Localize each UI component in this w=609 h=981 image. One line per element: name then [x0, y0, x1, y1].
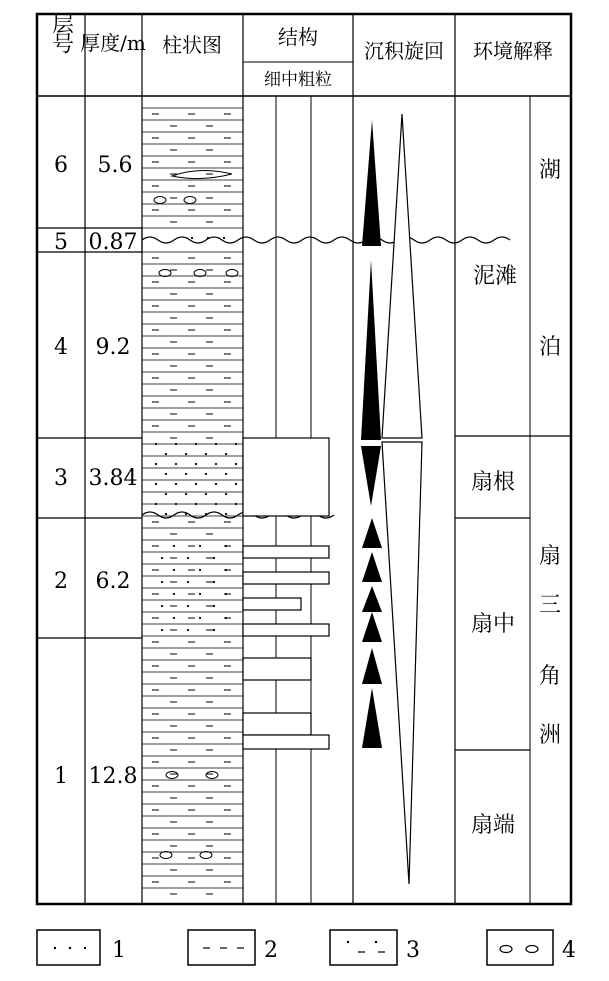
- env-mudflat: 泥滩: [472, 264, 518, 289]
- header-layer: 层号: [48, 12, 74, 52]
- texture-bar: [243, 658, 311, 680]
- layer-thickness-5: 0.87: [88, 230, 138, 255]
- header-column: 柱状图: [162, 33, 222, 57]
- layer-thickness-1: 12.8: [88, 764, 138, 789]
- layer-no-3: 3: [54, 466, 68, 491]
- legend-item-4: [487, 930, 576, 965]
- layer-thickness-3: 3.84: [88, 466, 138, 491]
- env-fan-middle: 扇中: [470, 612, 516, 637]
- lithologic-column: [142, 108, 243, 894]
- env-fan-root: 扇根: [470, 470, 516, 495]
- texture-bar: [243, 572, 329, 584]
- header-texture: 结构: [278, 25, 318, 49]
- environment-labels: [471, 158, 561, 838]
- layer-no-6: 6: [54, 153, 68, 178]
- env-delta-1: 扇: [538, 544, 562, 569]
- legend-label-3: 3: [406, 938, 420, 963]
- header-row: [49, 12, 554, 90]
- texture-bars: [243, 438, 329, 749]
- layer-no-5: 5: [54, 230, 68, 255]
- legend: [37, 930, 576, 965]
- legend-label-4: 4: [562, 938, 576, 963]
- header-environment: 环境解释: [473, 39, 553, 63]
- texture-bar: [243, 598, 301, 610]
- texture-bar: [243, 546, 329, 558]
- layer-no-1: 1: [54, 764, 68, 789]
- texture-bar: [243, 713, 311, 735]
- cycle-triangle-upward: [362, 688, 382, 748]
- cycle-large-lower: [382, 442, 422, 884]
- layer-labels: [54, 153, 137, 789]
- legend-item-2: [188, 930, 278, 965]
- sedimentary-cycles: [361, 114, 422, 884]
- cycle-triangle-upward: [362, 518, 382, 548]
- header-texture-sub: 细中粗粒: [264, 70, 332, 90]
- layer-no-2: 2: [54, 569, 68, 594]
- header-thickness: 厚度/m: [80, 31, 146, 55]
- env-lake-1: 湖: [538, 158, 562, 183]
- env-delta-4: 洲: [538, 723, 562, 748]
- texture-bar-layer3: [243, 438, 329, 516]
- env-fan-end: 扇端: [470, 813, 516, 838]
- layer-thickness-6: 5.6: [97, 153, 133, 178]
- texture-bar: [243, 624, 329, 636]
- cycle-triangle-upward: [362, 612, 382, 642]
- cycle-triangle-upward: [362, 120, 381, 246]
- layer-thickness-4: 9.2: [95, 335, 131, 360]
- cycle-triangle-upward: [362, 586, 382, 612]
- cycle-triangle-downward: [361, 446, 381, 506]
- env-lake-2: 泊: [538, 335, 562, 360]
- cycle-triangle-upward: [362, 552, 382, 582]
- legend-item-3: [330, 930, 420, 965]
- layer-thickness-2: 6.2: [95, 569, 131, 594]
- legend-label-1: 1: [112, 938, 126, 963]
- layer-no-4: 4: [54, 335, 68, 360]
- header-cycle: 沉积旋回: [364, 39, 444, 63]
- env-delta-3: 角: [538, 664, 562, 689]
- legend-item-1: [37, 930, 126, 965]
- env-delta-2: 三: [538, 593, 562, 618]
- cycle-filled-triangles: [361, 120, 382, 748]
- cycle-triangle-upward: [362, 648, 382, 684]
- cycle-large-upper: [382, 114, 422, 438]
- legend-label-2: 2: [264, 938, 278, 963]
- cycle-triangle-upward: [361, 260, 381, 440]
- texture-bar: [243, 735, 329, 749]
